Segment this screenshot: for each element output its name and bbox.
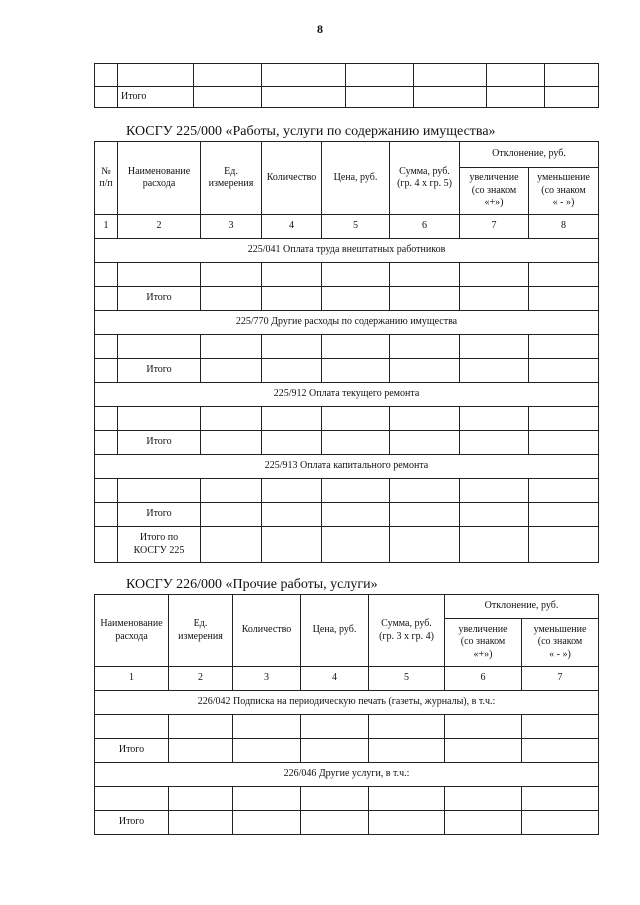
total-row <box>95 287 599 311</box>
total-label: Итого <box>118 359 201 383</box>
table-row <box>95 64 599 87</box>
col-number: 3 <box>233 667 301 691</box>
subsection-title: 226/046 Другие услуги, в т.ч.: <box>95 763 599 787</box>
col-header-increase: увеличение (со знаком «+») <box>445 619 522 667</box>
col-header-deviation: Отклонение, руб. <box>445 595 599 619</box>
col-number: 6 <box>445 667 522 691</box>
total-row <box>95 431 599 455</box>
subsection-title: 225/912 Оплата текущего ремонта <box>95 383 599 407</box>
subsection-header-row <box>95 383 599 407</box>
total-label: Итого <box>118 503 201 527</box>
col-header-qty: Количество <box>233 595 301 667</box>
section-226-title: КОСГУ 226/000 «Прочие работы, услуги» <box>126 577 378 592</box>
table-row <box>95 263 599 287</box>
subsection-title: 225/913 Оплата капитального ремонта <box>95 455 599 479</box>
table-row <box>95 787 599 811</box>
col-header-unit: Ед. измерения <box>201 142 262 215</box>
col-header-increase: увеличение (со знаком «+») <box>460 168 529 215</box>
col-header-price: Цена, руб. <box>301 595 369 667</box>
grand-total-label: Итого по КОСГУ 225 <box>118 527 201 563</box>
subsection-header-row <box>95 763 599 787</box>
col-number: 4 <box>301 667 369 691</box>
total-row <box>95 359 599 383</box>
total-label: Итого <box>95 739 169 763</box>
col-header-deviation: Отклонение, руб. <box>460 142 599 168</box>
col-number: 2 <box>169 667 233 691</box>
col-header-decrease: уменьшение (со знаком « - ») <box>529 168 599 215</box>
top-continuation-table <box>94 63 599 108</box>
total-label: Итого <box>118 431 201 455</box>
grand-total-row <box>95 527 599 563</box>
col-header-num: № п/п <box>95 142 118 215</box>
subsection-header-row <box>95 311 599 335</box>
subsection-header-row <box>95 239 599 263</box>
col-number: 6 <box>390 215 460 239</box>
col-number: 3 <box>201 215 262 239</box>
col-number: 1 <box>95 215 118 239</box>
col-header-qty: Количество <box>262 142 322 215</box>
table-row <box>95 87 599 108</box>
section-226-table <box>94 594 599 835</box>
total-row <box>95 739 599 763</box>
section-225-table <box>94 141 599 563</box>
total-label: Итого <box>95 811 169 835</box>
col-header-sum: Сумма, руб. (гр. 3 х гр. 4) <box>369 595 445 667</box>
col-number: 7 <box>460 215 529 239</box>
total-label: Итого <box>118 287 201 311</box>
section-225-title: КОСГУ 225/000 «Работы, услуги по содержанию имущества» <box>126 124 496 139</box>
header-row <box>95 142 599 168</box>
col-number: 1 <box>95 667 169 691</box>
col-header-decrease: уменьшение (со знаком « - ») <box>522 619 599 667</box>
table-row <box>95 479 599 503</box>
header-row <box>95 595 599 619</box>
total-label: Итого <box>118 87 194 108</box>
subsection-title: 226/042 Подписка на периодическую печать (газеты, журналы), в т.ч.: <box>95 691 599 715</box>
col-number: 5 <box>322 215 390 239</box>
subsection-title: 225/770 Другие расходы по содержанию имущества <box>95 311 599 335</box>
col-number: 8 <box>529 215 599 239</box>
column-number-row <box>95 215 599 239</box>
col-header-name: Наименование расхода <box>118 142 201 215</box>
total-row <box>95 503 599 527</box>
subsection-title: 225/041 Оплата труда внештатных работников <box>95 239 599 263</box>
total-row <box>95 811 599 835</box>
page-number: 8 <box>317 22 323 36</box>
table-row <box>95 335 599 359</box>
col-number: 7 <box>522 667 599 691</box>
col-number: 5 <box>369 667 445 691</box>
subsection-header-row <box>95 455 599 479</box>
subsection-header-row <box>95 691 599 715</box>
col-header-name: Наименование расхода <box>95 595 169 667</box>
col-header-sum: Сумма, руб. (гр. 4 х гр. 5) <box>390 142 460 215</box>
column-number-row <box>95 667 599 691</box>
table-row <box>95 407 599 431</box>
col-number: 2 <box>118 215 201 239</box>
col-header-unit: Ед. измерения <box>169 595 233 667</box>
table-row <box>95 715 599 739</box>
col-header-price: Цена, руб. <box>322 142 390 215</box>
col-number: 4 <box>262 215 322 239</box>
